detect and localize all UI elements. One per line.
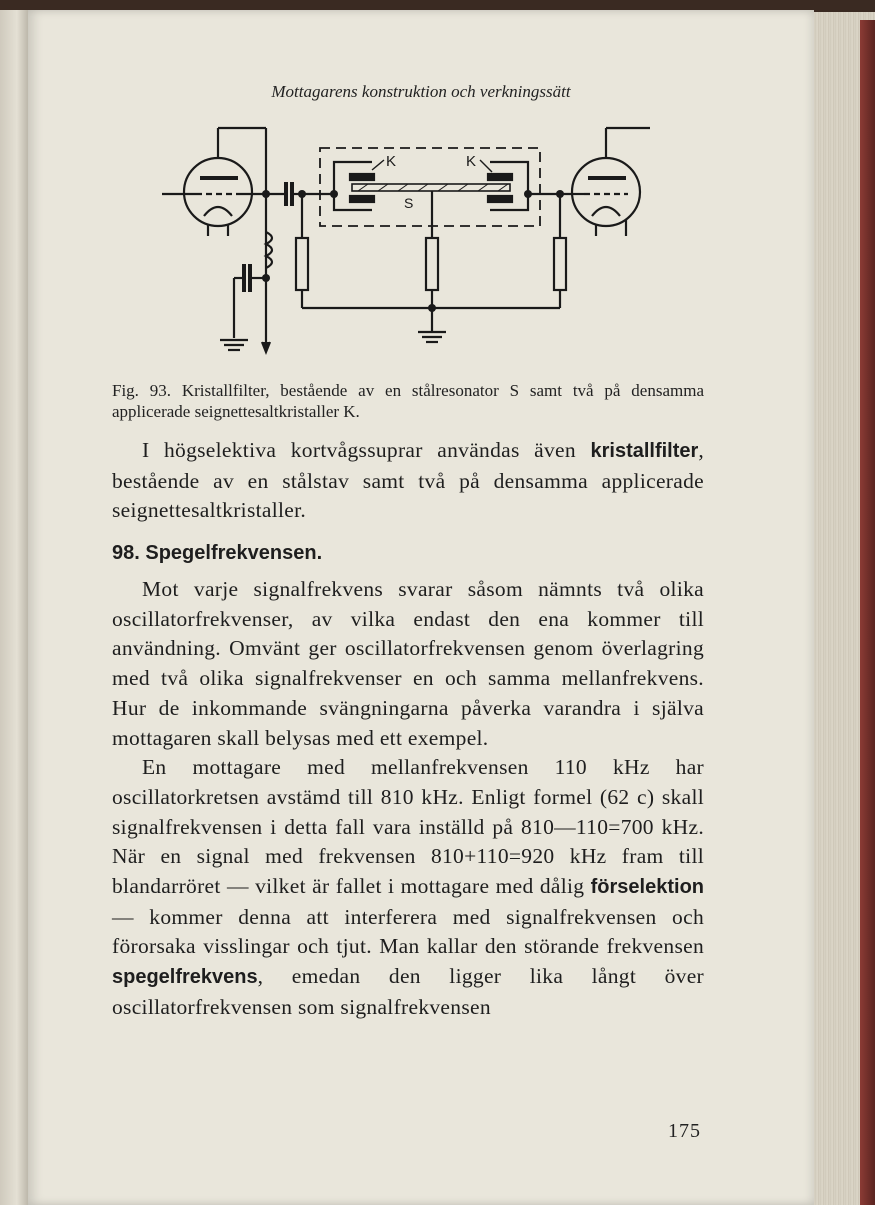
paragraph-1: Mot varje signalfrekvens svarar såsom nämnts två olika oscillatorfrekvenser, av vilka endast den ena kommer till användning. Omvänt ger oscillatorfrekvensen genom överlagring med två olika signalfrekvenser en och samma mellanfrekvens. Hur de inkommande svängningarna påverka varandra i själva mottagaren skall belysas med ett exempel. bbox=[112, 577, 704, 750]
intro-bold-term: kristallfilter bbox=[590, 440, 699, 462]
caption-prefix: Fig. 93. bbox=[112, 381, 172, 400]
section-number: 98. bbox=[112, 542, 140, 564]
paragraph-2 bbox=[112, 753, 704, 1022]
left-vacuum-tube bbox=[162, 128, 286, 350]
section-heading bbox=[112, 542, 322, 565]
page-number: 175 bbox=[668, 1120, 701, 1142]
label-k-left: K bbox=[386, 153, 397, 170]
main-text bbox=[112, 575, 704, 1023]
intro-paragraph bbox=[112, 436, 704, 526]
intro-text-1: I högselektiva kortvågssuprar användas även bbox=[142, 438, 591, 462]
label-s: S bbox=[404, 195, 414, 211]
section-title: Spegelfrekvensen. bbox=[145, 542, 323, 564]
p2-bold-2: spegelfrekvens bbox=[112, 966, 258, 989]
left-page-edge bbox=[0, 10, 28, 1205]
running-head: Mottagarens konstruktion och verkningssätt bbox=[271, 82, 571, 101]
intro-text-2: , bestående av en stålstav samt två på densamma applicerade seignettesaltkristaller. bbox=[112, 438, 704, 523]
caption-text: Kristallfilter, bestående av en stålresonator S samt två på densamma applicerade seignettesaltkristaller K. bbox=[112, 381, 704, 421]
right-vacuum-tube bbox=[572, 128, 650, 236]
p2-text-1: En mottagare med mellanfrekvensen 110 kHz har oscillatorkretsen avstämd till 810 kHz. Enligt formel (62 c) skall signalfrekvensen i detta fall vara inställd på 810—110=700 kHz. När en signal med frekvensen 810+110=920 kHz fram till blandarröret — vilket är fallet i mottagare med dålig bbox=[112, 755, 704, 899]
book-page bbox=[28, 10, 814, 1205]
figure-caption bbox=[112, 380, 704, 422]
circuit-diagram bbox=[28, 10, 814, 370]
p2-text-2: — kommer denna att interferera med signalfrekvensen och förorsaka visslingar och tjut. Man kallar den störande frekvensen bbox=[112, 904, 704, 959]
label-k-right: K bbox=[466, 153, 477, 170]
p2-bold-1: förselektion bbox=[590, 876, 704, 899]
book-cover-edge bbox=[860, 20, 875, 1205]
p2-text-3: , emedan den ligger lika långt över oscillatorfrekvensen som signalfrekvensen bbox=[112, 964, 704, 1019]
